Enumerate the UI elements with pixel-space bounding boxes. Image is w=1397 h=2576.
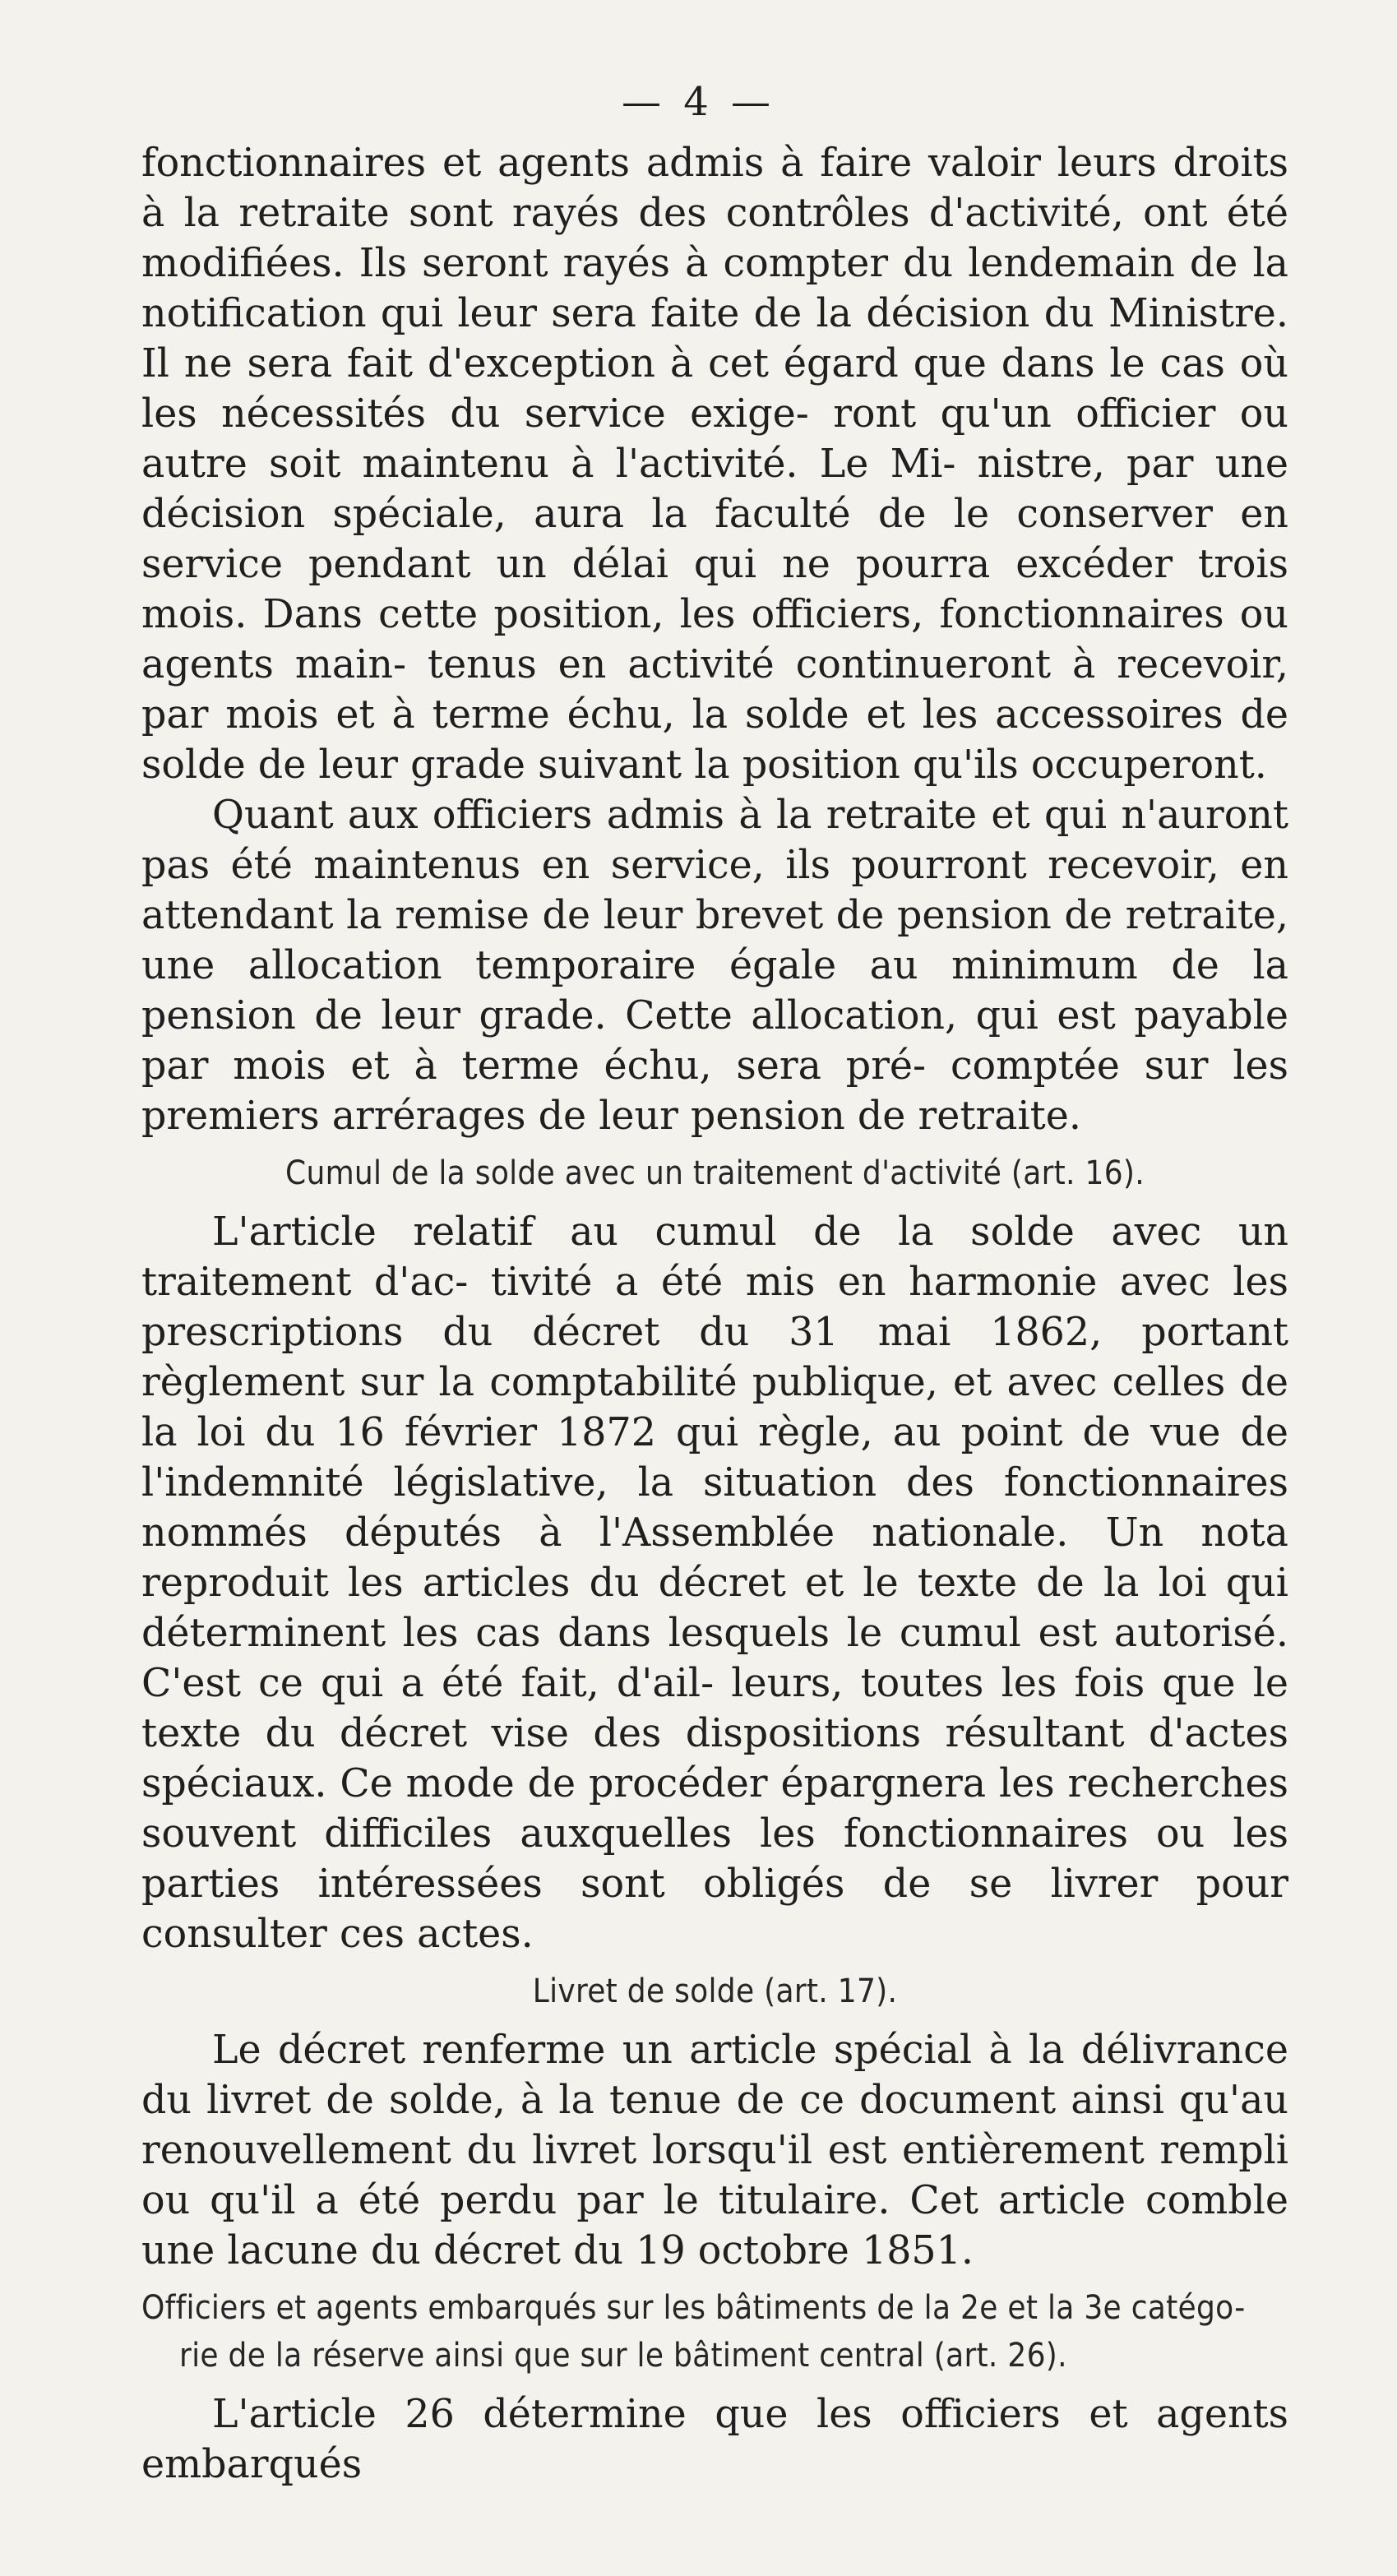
section-heading-officiers-embarques <box>141 2284 1288 2379</box>
paragraph-allocation-temporaire: Quant aux officiers admis à la retraite et qui n'auront pas été maintenus en service, ils pourront recevoir, en attendant la remise de leur brevet de pension de retraite, une allocation temporaire égale au minimum de la pension de leur grade. Cette allocation, qui est payable par mois et à terme échu, sera pré- comptée sur les premiers arrérages de leur pension de retraite. <box>141 793 1288 1139</box>
paragraph-article-26: L'article 26 détermine que les officiers et agents embarqués <box>141 2392 1288 2487</box>
page-number: — 4 — <box>621 79 776 125</box>
section-heading-livret: Livret de solde (art. 17). <box>532 1972 898 2010</box>
section-heading-cumul: Cumul de la solde avec un traitement d'activité (art. 16). <box>285 1154 1145 1192</box>
paragraph-livret: Le décret renferme un article spécial à la délivrance du livret de solde, à la tenue de ce document ainsi qu'au renouvellement du livret lorsqu'il est entièrement rempli ou qu'il a été perdu par le titulaire. Cet article comble une lacune du décret du 19 octobre 1851. <box>141 2028 1288 2273</box>
paragraph-cumul: L'article relatif au cumul de la solde avec un traitement d'ac- tivité a été mis en harmonie avec les prescriptions du décret du 31 mai 1862, portant règlement sur la comptabilité publique, et avec celles de la loi du 16 février 1872 qui règle, au point de vue de l'indemnité législative, la situation des fonctionnaires nommés députés à l'Assemblée nationale. Un nota reproduit les articles du décret et le texte de la loi qui déterminent les cas dans lesquels le cumul est autorisé. C'est ce qui a été fait, d'ail- leurs, toutes les fois que le texte du décret vise des dispositions résultant d'actes spéciaux. Ce mode de procéder épargnera les recherches souvent difficiles auxquelles les fonctionnaires ou les parties intéressées sont obligés de se livrer pour consulter ces actes. <box>141 1209 1288 1957</box>
paragraph-retraite-continuation: fonctionnaires et agents admis à faire valoir leurs droits à la retraite sont rayés des contrôles d'activité, ont été modifiées. Ils seront rayés à compter du lendemain de la notification qui leur sera faite de la décision du Ministre. Il ne sera fait d'exception à cet égard que dans le cas où les nécessités du service exige- ront qu'un officier ou autre soit maintenu à l'activité. Le Mi- nistre, par une décision spéciale, aura la faculté de le conserver en service pendant un délai qui ne pourra excéder trois mois. Dans cette position, les officiers, fonctionnaires ou agents main- tenus en activité continueront à recevoir, par mois et à terme échu, la solde et les accessoires de solde de leur grade suivant la position qu'ils occuperont. <box>141 141 1288 788</box>
body-text <box>141 138 1288 2490</box>
section-heading-officiers-embarques-line2: rie de la réserve ainsi que sur le bâtiment central (art. 26). <box>179 2337 1067 2375</box>
section-heading-officiers-embarques-line1: Officiers et agents embarqués sur les bâtiments de la 2e et la 3e catégo- <box>141 2289 1246 2327</box>
